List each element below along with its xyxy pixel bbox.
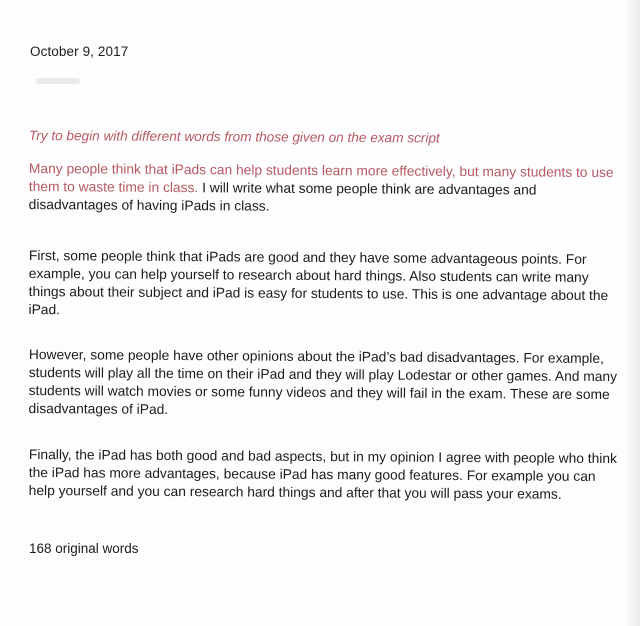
paragraph-advantages: First, some people think that iPads are good and they have some advantageous points. For example, you can help yourself to research about hard things. Also students can write many things about their subject and iPad is easy for students to use. This is one advantage about the iPad.	[28, 247, 609, 318]
redacted-name	[36, 78, 80, 84]
paragraph-disadvantages: However, some people have other opinions about the iPad’s bad disadvantages. For example, students will play all the time on their iPad and they will play Lodestar or other games. And many students will watch movies or some funny videos and they will fail in the exam. These are some disadvantages of iPad.	[28, 346, 618, 417]
paragraph-conclusion: Finally, the iPad has both good and bad aspects, but in my opinion I agree with people who think the iPad has more advantages, because iPad has many good features. For example you can help yourself and you can research hard things and after that you will pass your exams.	[28, 446, 618, 502]
paragraph-introduction	[29, 160, 625, 218]
word-count: 168 original words	[29, 541, 139, 556]
scan-shadow	[624, 0, 640, 626]
paragraph-introduction-rest: I will write what some people think are advantages and disadvantages of having iPads in class.	[28, 180, 537, 214]
teacher-note: Try to begin with different words from those given on the exam script	[28, 128, 440, 146]
document-date: October 9, 2017	[30, 44, 129, 59]
highlighted-sentence: Many people think that iPads can help students learn more effectively, but many students to use them to waste time in class.	[28, 160, 614, 196]
